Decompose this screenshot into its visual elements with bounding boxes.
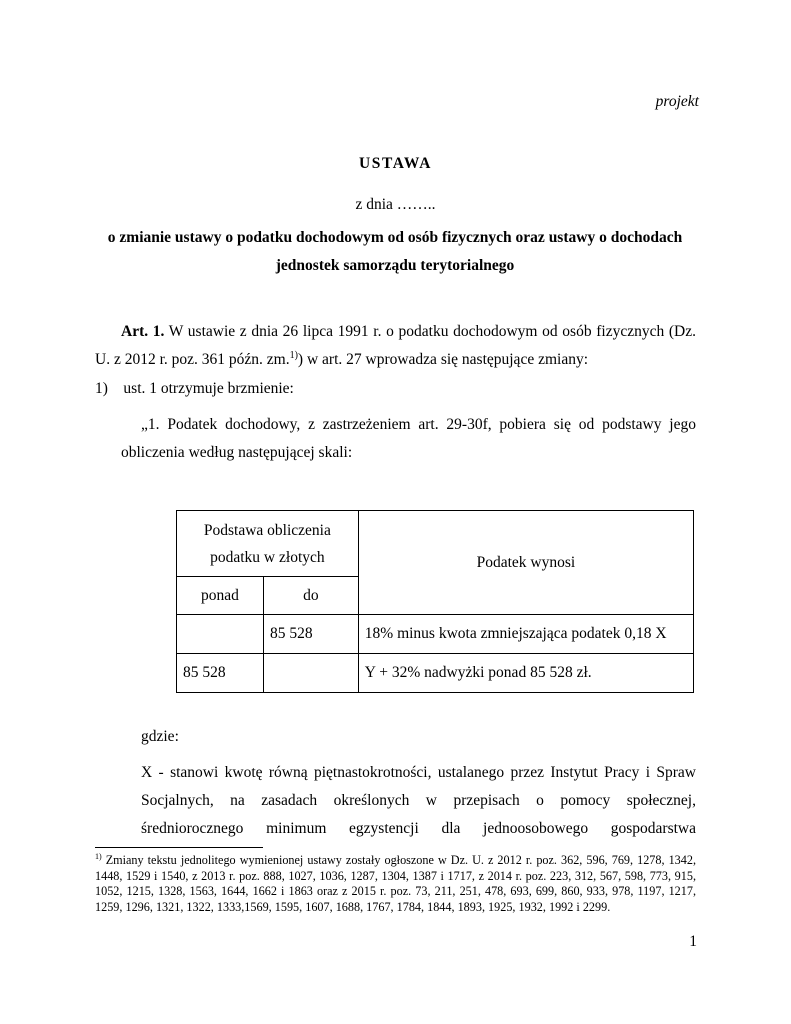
- footnote-text: Zmiany tekstu jednolitego wymienionej ustawy zostały ogłoszone w Dz. U. z 2012 r. poz. 362, 596, 769, 1278, 1342, 1448, 1529 i 1540, z 2013 r. poz. 888, 1027, 1036, 1287, 1304, 1387 i 1717, z 2014 r. poz. 223, 312, 567, 598, 773, 915, 1052, 1215, 1328, 1563, 1644, 1662 i 1863 oraz z 2015 r. poz. 73, 211, 251, 478, 693, 699, 860, 933, 978, 1197, 1217, 1259, 1296, 1321, 1322, 1333,1569, 1595, 1607, 1688, 1767, 1784, 1844, 1893, 1925, 1932, 1992 i 2299.: [95, 853, 696, 914]
- header-to: do: [264, 577, 359, 615]
- table-row: [177, 654, 694, 693]
- law-subject: o zmianie ustawy o podatku dochodowym od osób fizycznych oraz ustawy o dochodach jednostek samorządu terytorialnego: [107, 229, 683, 274]
- tax-scale-table: [176, 510, 694, 693]
- table-header-row: [177, 511, 694, 577]
- document-title: USTAWA: [358, 155, 433, 172]
- footnote-reference[interactable]: 1): [289, 349, 298, 361]
- article-1-paragraph: [95, 318, 696, 374]
- article-1-label: Art. 1.: [121, 323, 165, 340]
- header-over: ponad: [177, 577, 264, 615]
- footnote-marker: 1): [95, 851, 102, 861]
- footnote-separator: [95, 847, 263, 848]
- where-label: gdzie:: [141, 728, 179, 745]
- cell-tax: 18% minus kwota zmniejszająca podatek 0,18 X: [358, 615, 693, 654]
- cell-to: [264, 654, 359, 693]
- quoted-provision: „1. Podatek dochodowy, z zastrzeżeniem art. 29-30f, pobiera się od podstawy jego obliczenia według następującej skali:: [121, 416, 696, 461]
- header-tax: Podatek wynosi: [358, 511, 693, 615]
- cell-to: 85 528: [264, 615, 359, 654]
- cell-over: [177, 615, 264, 654]
- article-1-text-after: ) w art. 27 wprowadza się następujące zmiany:: [297, 351, 589, 368]
- footnote: [95, 853, 696, 915]
- article-1-text-before: W ustawie z dnia 26 lipca 1991 r. o podatku dochodowym od osób fizycznych (Dz. U. z 2012 r. poz. 361 późn. zm.: [95, 323, 696, 368]
- header-base: Podstawa obliczenia podatku w złotych: [177, 511, 359, 577]
- cell-tax: Y + 32% nadwyżki ponad 85 528 zł.: [358, 654, 693, 693]
- page-number: 1: [689, 933, 697, 950]
- list-item-1: 1) ust. 1 otrzymuje brzmienie:: [95, 380, 294, 397]
- x-definition: X - stanowi kwotę równą piętnastokrotności, ustalanego przez Instytut Pracy i Spraw Socjalnych, na zasadach określonych w przepisach o pomocy społecznej, średniorocznego minimum egzystencji dla jednoosobowego gospodarstwa: [141, 764, 696, 837]
- cell-over: 85 528: [177, 654, 264, 693]
- draft-label: projekt: [655, 93, 699, 110]
- date-line: z dnia ……..: [355, 196, 436, 213]
- table-row: [177, 615, 694, 654]
